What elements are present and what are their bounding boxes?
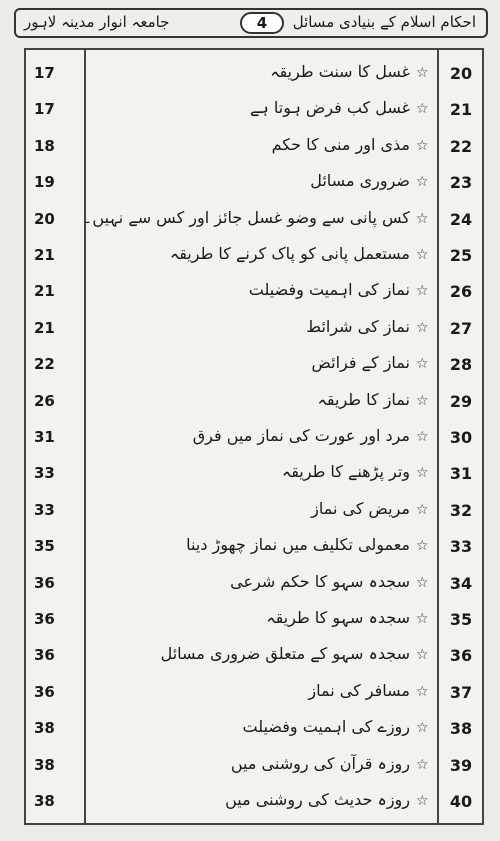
star-icon: ☆ xyxy=(416,683,429,700)
row-page-number: 33 xyxy=(34,464,55,483)
star-icon: ☆ xyxy=(416,538,429,555)
row-page-number: 36 xyxy=(34,682,55,701)
row-page-number: 33 xyxy=(34,500,55,519)
star-icon: ☆ xyxy=(416,65,429,81)
header-book-title: احکام اسلام کے بنیادی مسائل xyxy=(292,13,476,31)
row-serial-number: 27 xyxy=(449,318,473,338)
contents-row xyxy=(26,638,482,674)
star-icon: ☆ xyxy=(416,392,429,409)
row-serial-number: 40 xyxy=(449,792,473,811)
contents-row xyxy=(26,92,482,128)
contents-row xyxy=(26,311,482,347)
row-title: سجدہ سہو کا طریقہ xyxy=(266,608,410,627)
star-icon: ☆ xyxy=(416,574,429,591)
row-title: غسل کا سنت طریقہ xyxy=(270,62,410,81)
row-title: نماز کا طریقہ xyxy=(317,389,410,409)
star-icon: ☆ xyxy=(416,501,429,518)
star-icon: ☆ xyxy=(416,283,429,300)
row-page-number: 31 xyxy=(34,428,55,446)
row-title: نماز کی اہمیت وفضیلت xyxy=(248,280,410,300)
row-title: مستعمل پانی کو پاک کرنے کا طریقہ xyxy=(169,244,410,263)
header-institution: جامعہ انوار مدینہ لاہور xyxy=(24,13,170,31)
contents-row xyxy=(26,129,482,165)
row-serial-number: 30 xyxy=(449,428,473,447)
row-title: مرد اور عورت کی نماز میں فرق xyxy=(192,426,410,445)
contents-row xyxy=(26,420,482,456)
star-icon: ☆ xyxy=(416,611,429,627)
row-title: مذی اور منی کا حکم xyxy=(271,134,410,154)
star-icon: ☆ xyxy=(416,174,429,191)
contents-row xyxy=(26,238,482,274)
contents-row xyxy=(26,56,482,92)
star-icon: ☆ xyxy=(416,319,429,336)
star-icon: ☆ xyxy=(416,647,429,664)
star-icon: ☆ xyxy=(416,429,429,445)
contents-row xyxy=(26,675,482,711)
row-serial-number: 24 xyxy=(449,209,473,229)
row-page-number: 21 xyxy=(34,282,55,301)
row-serial-number: 29 xyxy=(449,391,473,411)
contents-row xyxy=(26,711,482,747)
contents-row xyxy=(26,602,482,638)
row-serial-number: 34 xyxy=(449,573,473,593)
contents-row xyxy=(26,165,482,201)
star-icon: ☆ xyxy=(416,210,429,227)
row-serial-number: 20 xyxy=(449,64,473,83)
star-icon: ☆ xyxy=(416,756,429,773)
row-title: کس پانی سے وضو غسل جائز اور کس سے نہیں۔ xyxy=(83,207,410,227)
row-serial-number: 22 xyxy=(449,136,473,156)
contents-row xyxy=(26,274,482,310)
row-page-number: 36 xyxy=(34,573,55,592)
row-page-number: 22 xyxy=(34,355,55,374)
header-page-number: 4 xyxy=(240,12,284,34)
row-serial-number: 28 xyxy=(449,355,473,375)
row-serial-number: 38 xyxy=(449,719,473,739)
row-page-number: 17 xyxy=(34,100,55,119)
row-serial-number: 21 xyxy=(449,100,473,120)
row-title: نماز کے فرائض xyxy=(311,353,410,373)
row-page-number: 18 xyxy=(34,136,55,155)
page-header xyxy=(14,8,488,38)
row-serial-number: 36 xyxy=(449,646,473,666)
contents-row xyxy=(26,748,482,784)
row-serial-number: 33 xyxy=(449,537,473,557)
row-serial-number: 26 xyxy=(449,282,473,302)
row-page-number: 19 xyxy=(34,173,55,192)
row-page-number: 36 xyxy=(34,646,55,665)
star-icon: ☆ xyxy=(416,247,429,263)
star-icon: ☆ xyxy=(416,465,429,482)
contents-row xyxy=(26,529,482,565)
row-page-number: 38 xyxy=(34,755,55,774)
row-title: سجدہ سہو کے متعلق ضروری مسائل xyxy=(160,644,410,664)
row-title: روزہ قرآن کی روشنی میں xyxy=(230,753,410,773)
star-icon: ☆ xyxy=(416,793,429,809)
row-title: روزے کی اہمیت وفضیلت xyxy=(242,717,410,737)
contents-row xyxy=(26,566,482,602)
row-title: نماز کی شرائط xyxy=(306,316,410,336)
row-title: مسافر کی نماز xyxy=(308,680,410,700)
row-serial-number: 39 xyxy=(449,755,473,775)
star-icon: ☆ xyxy=(416,137,429,154)
row-page-number: 36 xyxy=(34,610,55,628)
row-serial-number: 31 xyxy=(449,464,473,484)
row-title: سجدہ سہو کا حکم شرعی xyxy=(230,571,410,591)
row-page-number: 20 xyxy=(34,209,55,228)
contents-row xyxy=(26,784,482,820)
row-page-number: 21 xyxy=(34,246,55,264)
row-serial-number: 35 xyxy=(449,610,473,629)
row-serial-number: 32 xyxy=(449,500,473,520)
row-page-number: 38 xyxy=(34,719,55,738)
row-page-number: 21 xyxy=(34,318,55,337)
star-icon: ☆ xyxy=(416,101,429,118)
row-page-number: 38 xyxy=(34,792,55,810)
row-title: معمولی تکلیف میں نماز چھوڑ دینا xyxy=(186,535,410,555)
row-title: ضروری مسائل xyxy=(310,171,410,191)
contents-row xyxy=(26,456,482,492)
contents-row xyxy=(26,493,482,529)
row-serial-number: 37 xyxy=(449,682,473,702)
contents-row xyxy=(26,202,482,238)
row-serial-number: 23 xyxy=(449,173,473,193)
star-icon: ☆ xyxy=(416,356,429,373)
row-title: روزہ حدیث کی روشنی میں xyxy=(225,790,410,809)
contents-row xyxy=(26,384,482,420)
contents-row xyxy=(26,347,482,383)
row-title: غسل کب فرض ہوتا ہے xyxy=(250,98,410,118)
row-page-number: 17 xyxy=(34,64,55,82)
row-page-number: 35 xyxy=(34,537,55,556)
row-page-number: 26 xyxy=(34,391,55,410)
star-icon: ☆ xyxy=(416,720,429,737)
row-title: مریض کی نماز xyxy=(311,498,410,518)
row-serial-number: 25 xyxy=(449,246,473,265)
row-title: وتر پڑھنے کا طریقہ xyxy=(281,462,410,482)
